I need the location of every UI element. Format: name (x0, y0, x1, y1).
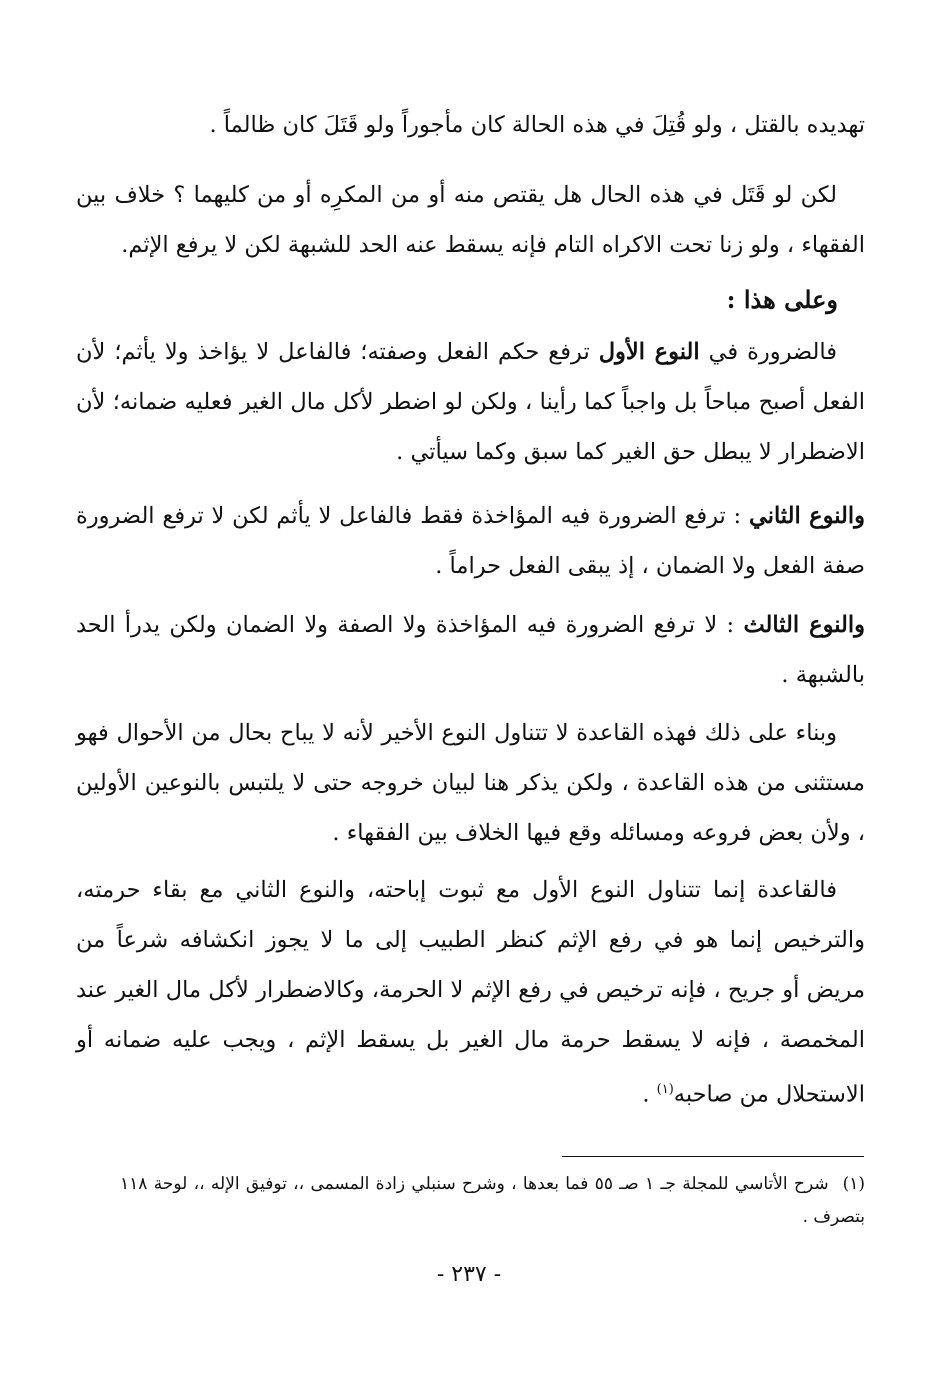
paragraph-2-text: لكن لو قَتَل في هذه الحال هل يقتص منه أو من المكرِه أو من كليهما ؟ خلاف بين الفقهاء ، ولو زنا تحت الاكراه التام فإنه يسقط عنه الحد للشبهة لكن لا يرفع الإثم. (76, 182, 865, 258)
paragraph-1-text: تهديده بالقتل ، ولو قُتِلَ في هذه الحالة كان مأجوراً ولو قَتَلَ كان ظالماً . (209, 112, 865, 138)
paragraph-4-text: : ترفع الضرورة فيه المؤاخذة فقط فالفاعل لا يأثم لكن لا ترفع الضرورة صفة الفعل ولا الضمان ، إذ يبقى الفعل حراماً . (76, 503, 865, 579)
paragraph-3-bold-term: النوع الأول (598, 339, 700, 365)
paragraph-4 (76, 491, 865, 591)
footnote-divider (562, 1156, 864, 1157)
paragraph-5-bold-term: والنوع الثالث (743, 612, 865, 638)
paragraph-2 (76, 170, 865, 270)
paragraph-1 (76, 100, 865, 150)
footnote-number: (١) (842, 1174, 865, 1194)
footnote-text: شرح الأتاسي للمجلة جـ ١ صـ ٥٥ فما بعدها ، وشرح سنبلي زادة المسمى ،، توفيق الإله ،، لوحة ١١٨ بتصرف . (120, 1174, 865, 1227)
paragraph-7-end: . (642, 1081, 657, 1108)
paragraph-7-text: فالقاعدة إنما تتناول النوع الأول مع ثبوت إباحته، والنوع الثاني مع بقاء حرمته، والترخيص إنما هو في رفع الإثم كنظر الطبيب إلى ما لا يجوز انكشافه شرعاً من مريض أو جريح ، فإنه ترخيص في رفع الإثم لا الحرمة، وكالاضطرار لأكل مال الغير عند المخمصة ، فإنه لا يسقط حرمة مال الغير بل يسقط الإثم ، ويجب عليه ضمانه أو الاستحلال من صاحبه (76, 877, 865, 1108)
paragraph-3-text: ترفع حكم الفعل وصفته؛ فالفاعل لا يؤاخذ ولا يأثم؛ لأن الفعل أصبح مباحاً بل واجباً كما رأينا ، ولكن لو اضطر لأكل مال الغير فعليه ضمانه؛ لأن الاضطرار لا يبطل حق الغير كما سبق وكما سيأتي . (76, 339, 865, 465)
section-heading: وعلى هذا : (726, 285, 838, 314)
paragraph-6-text: وبناء على ذلك فهذه القاعدة لا تتناول النوع الأخير لأنه لا يباح بحال من الأحوال فهو مستثنى من هذه القاعدة ، ولكن يذكر هنا لبيان خروجه حتى لا يلتبس بالنوعين الأولين ، ولأن بعض فروعه ومسائله وقع فيها الخلاف بين الفقهاء . (76, 720, 865, 846)
paragraph-5-text: : لا ترفع الضرورة فيه المؤاخذة ولا الصفة ولا الضمان ولكن يدرأ الحد بالشبهة . (76, 612, 865, 688)
footnote-reference: (١) (656, 1082, 674, 1097)
page-number: - ٢٣٧ - (436, 1262, 502, 1287)
paragraph-4-bold-term: والنوع الثاني (748, 503, 865, 529)
paragraph-3 (76, 327, 865, 477)
paragraph-5 (76, 600, 865, 700)
paragraph-6 (76, 708, 865, 858)
footnote (120, 1168, 865, 1234)
paragraph-3-lead: فالضرورة في (699, 339, 837, 365)
paragraph-7 (76, 865, 865, 1120)
